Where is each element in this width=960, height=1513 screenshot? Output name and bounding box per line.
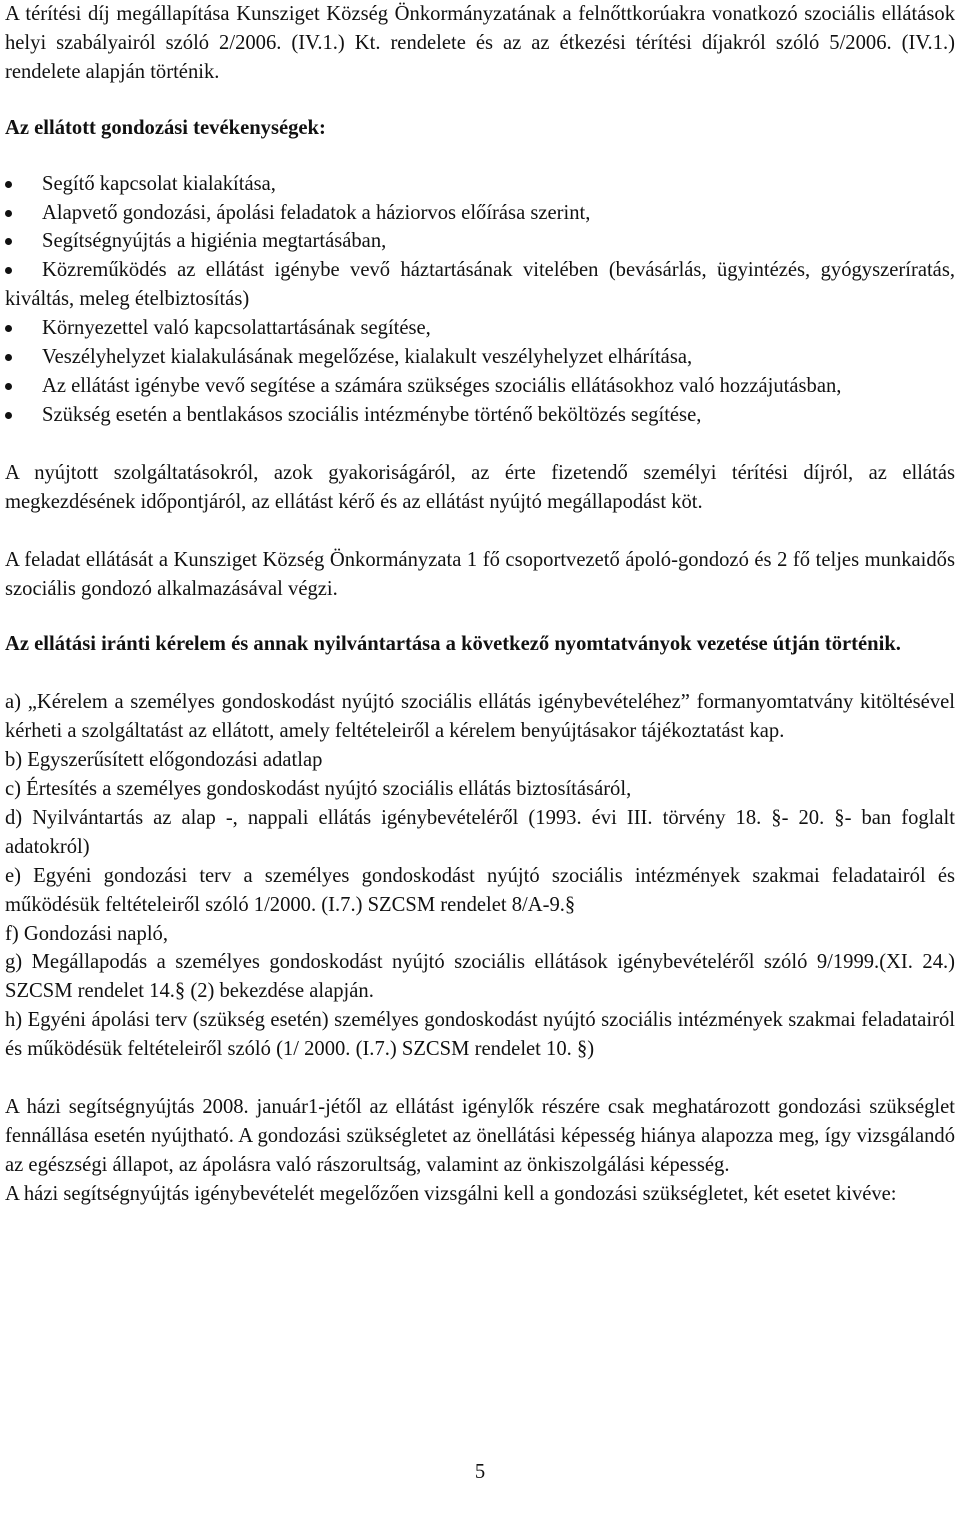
list-item: Közreműködés az ellátást igénybe vevő háztartásának vitelében (bevásárlás, ügyintézés, gyógyszeríratás, kiváltás, meleg ételbiztosítás) (5, 259, 955, 311)
list-item: Környezettel való kapcsolattartásának segítése, (5, 314, 955, 343)
list-item: Segítségnyújtás a higiénia megtartásában, (5, 227, 955, 256)
forms-heading: Az ellátási iránti kérelem és annak nyilvántartása a következő nyomtatványok vezetése útján történik. (5, 633, 901, 656)
page-number: 5 (474, 1461, 486, 1483)
list-item: h) Egyéni ápolási terv (szükség esetén) személyes gondoskodást nyújtó szociális intézmények szakmai feladatairól és működésük feltételeiről szóló (1/ 2000. (I.7.) SZCSM rendelet 10. §) (5, 1009, 955, 1061)
bullet-icon (5, 267, 12, 274)
document-page (5, 0, 955, 1209)
list-item: a) „Kérelem a személyes gondoskodást nyújtó szociális ellátás igénybevételéhez” formanyomtatvány kitöltésével kérheti a szolgáltatást az ellátott, amely feltételeiről a kérelem benyújtásakor tájékoztatást kap. (5, 691, 955, 743)
eligibility-paragraph: A házi segítségnyújtás 2008. január1-jétől az ellátást igénylők részére csak meghatározott gondozási szükséglet fennállása esetén nyújtható. A gondozási szükségletet az önellátási képesség hiánya alapozza meg, így vizsgálandó az egészségi állapot, az ápolásra való rászorultság, valamint az önkiszolgálási képesség. (5, 1096, 955, 1176)
intro-paragraph: A térítési díj megállapítása Kunsziget Község Önkormányzatának a felnőttkorúakra vonatkozó szociális ellátások helyi szabályairól szóló 2/2006. (IV.1.) Kt. rendelete és az az étkezési térítési díjakról szóló 5/2006. (IV.1.) rendelete alapján történik. (5, 3, 955, 83)
list-item: e) Egyéni gondozási terv a személyes gondoskodást nyújtó szociális intézmények szakmai feladatairól és működésük feltételeiről szóló 1/2000. (I.7.) SZCSM rendelet 8/A-9.§ (5, 864, 955, 916)
list-item: g) Megállapodás a személyes gondoskodást nyújtó szociális ellátások igénybevételéről szóló 9/1999.(XI. 24.) SZCSM rendelet 14.§ (2) bekezdése alapján. (5, 951, 955, 1003)
activities-heading: Az ellátott gondozási tevékenységek: (5, 116, 326, 139)
bullet-icon (5, 325, 12, 332)
bullet-icon (5, 412, 12, 419)
bullet-icon (5, 354, 12, 361)
exceptions-paragraph: A házi segítségnyújtás igénybevételét megelőzően vizsgálni kell a gondozási szükségletet, két esetet kivéve: (5, 1182, 897, 1205)
list-item: Veszélyhelyzet kialakulásának megelőzése, kialakult veszélyhelyzet elhárítása, (5, 343, 955, 372)
bullet-icon (5, 210, 12, 217)
list-item: d) Nyilvántartás az alap -, nappali ellátás igénybevételéről (1993. évi III. törvény 18. §- 20. §- ban foglalt adatokról) (5, 806, 955, 858)
list-item: f) Gondozási napló, (5, 922, 168, 945)
list-item: Segítő kapcsolat kialakítása, (5, 170, 955, 199)
forms-list (5, 688, 955, 1064)
staff-paragraph: A feladat ellátását a Kunsziget Község Önkormányzata 1 fő csoportvezető ápoló-gondozó és 2 fő teljes munkaidős szociális gondozó alkalmazásával végzi. (5, 548, 955, 600)
bullet-icon (5, 383, 12, 390)
activities-list (5, 170, 955, 430)
list-item: Az ellátást igénybe vevő segítése a számára szükséges szociális ellátásokhoz való hozzájutásban, (5, 372, 955, 401)
list-item: c) Értesítés a személyes gondoskodást nyújtó szociális ellátás biztosításáról, (5, 778, 632, 801)
list-item: b) Egyszerűsített előgondozási adatlap (5, 749, 323, 772)
bullet-icon (5, 181, 12, 188)
bullet-icon (5, 238, 12, 245)
agreement-paragraph: A nyújtott szolgáltatásokról, azok gyakoriságáról, az érte fizetendő személyi térítési díjról, az ellátás megkezdésének időpontjáról, az ellátást kérő és az ellátást nyújtó megállapodást köt. (5, 461, 955, 513)
list-item: Szükség esetén a bentlakásos szociális intézménybe történő beköltözés segítése, (5, 401, 955, 430)
list-item: Alapvető gondozási, ápolási feladatok a háziorvos előírása szerint, (5, 199, 955, 228)
